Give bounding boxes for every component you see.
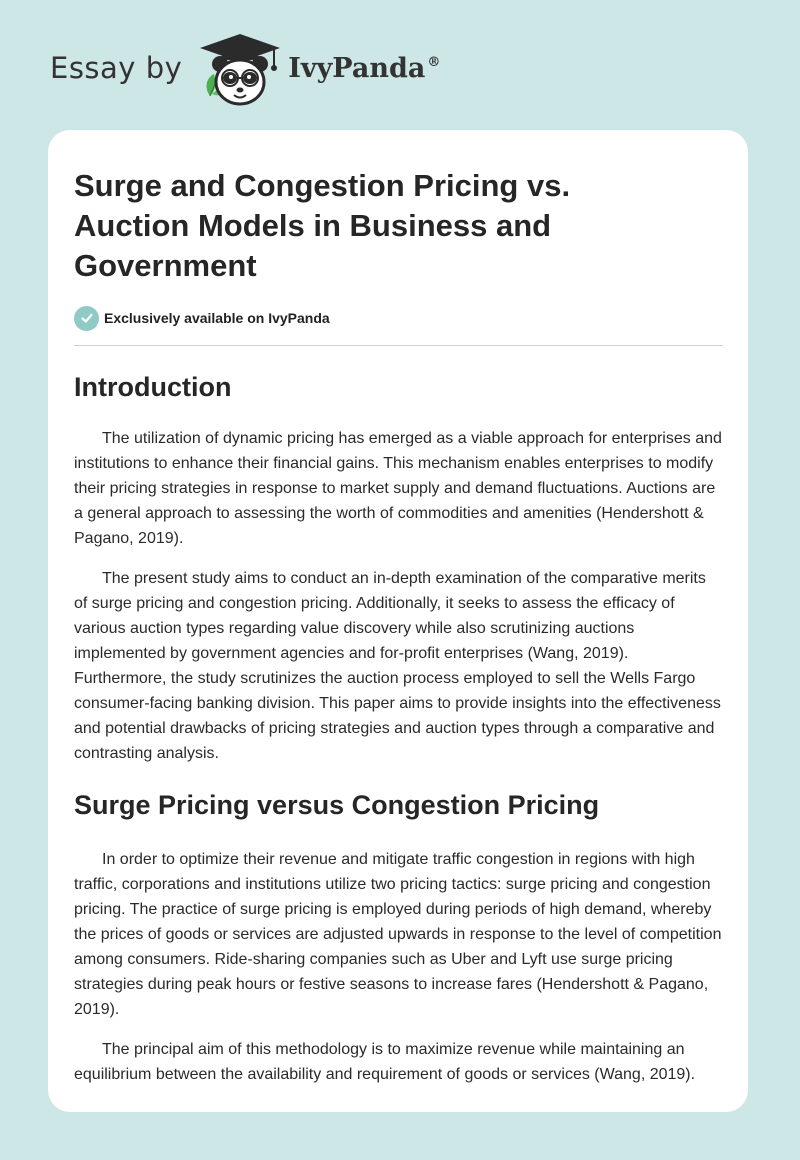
exclusive-badge-row xyxy=(74,304,722,332)
registered-mark: ® xyxy=(427,54,441,70)
panda-graduate-logo-icon[interactable] xyxy=(196,30,284,110)
paragraph: The utilization of dynamic pricing has emerged as a viable approach for enterprises and institutions to enhance their financial gains. This mechanism enables enterprises to modify their pricing strategies in response to market supply and demand fluctuations. Auctions are a general approach to assessing the worth of commodities and amenities (Hendershott & Pagano, 2019). xyxy=(74,430,722,547)
essay-title: Surge and Congestion Pricing vs. Auction Models in Business and Government xyxy=(74,168,571,283)
paragraph: The present study aims to conduct an in-depth examination of the comparative merits of surge pricing and congestion pricing. Additionally, it seeks to assess the efficacy of various auction types regarding value discovery while also scrutinizing auctions implemented by government agencies and for-profit enterprises (Wang, 2019). Furthermore, the study scrutinizes the auction process employed to sell the Wells Fargo consumer-facing banking division. This paper aims to provide insights into the effectiveness and potential drawbacks of pricing strategies and auction types through a comparative and contrasting analysis. xyxy=(74,570,721,762)
exclusive-label: Exclusively available on IvyPanda xyxy=(104,310,330,326)
essay-card xyxy=(48,130,748,1112)
paragraph: In order to optimize their revenue and mitigate traffic congestion in regions with high traffic, corporations and institutions utilize two pricing tactics: surge pricing and congestion pricing. The practice of surge pricing is employed during periods of high demand, whereby the prices of goods or services are adjusted upwards in response to the level of competition among consumers. Ride-sharing companies such as Uber and Lyft use surge pricing strategies during peak hours or festive seasons to increase fares (Hendershott & Pagano, 2019). xyxy=(74,851,722,1018)
checkmark-icon xyxy=(74,306,99,331)
site-header xyxy=(50,30,510,110)
section-heading-surge-pricing: Surge Pricing versus Congestion Pricing xyxy=(74,790,600,820)
brand-name[interactable] xyxy=(288,53,440,84)
essay-by-label: Essay by xyxy=(50,51,183,85)
section-heading-introduction: Introduction xyxy=(74,372,232,402)
title-divider xyxy=(74,345,723,346)
paragraph: The principal aim of this methodology is to maximize revenue while maintaining an equilibrium between the availability and requirement of goods or services (Wang, 2019). xyxy=(74,1041,696,1083)
brand-text: IvyPanda xyxy=(288,52,426,84)
